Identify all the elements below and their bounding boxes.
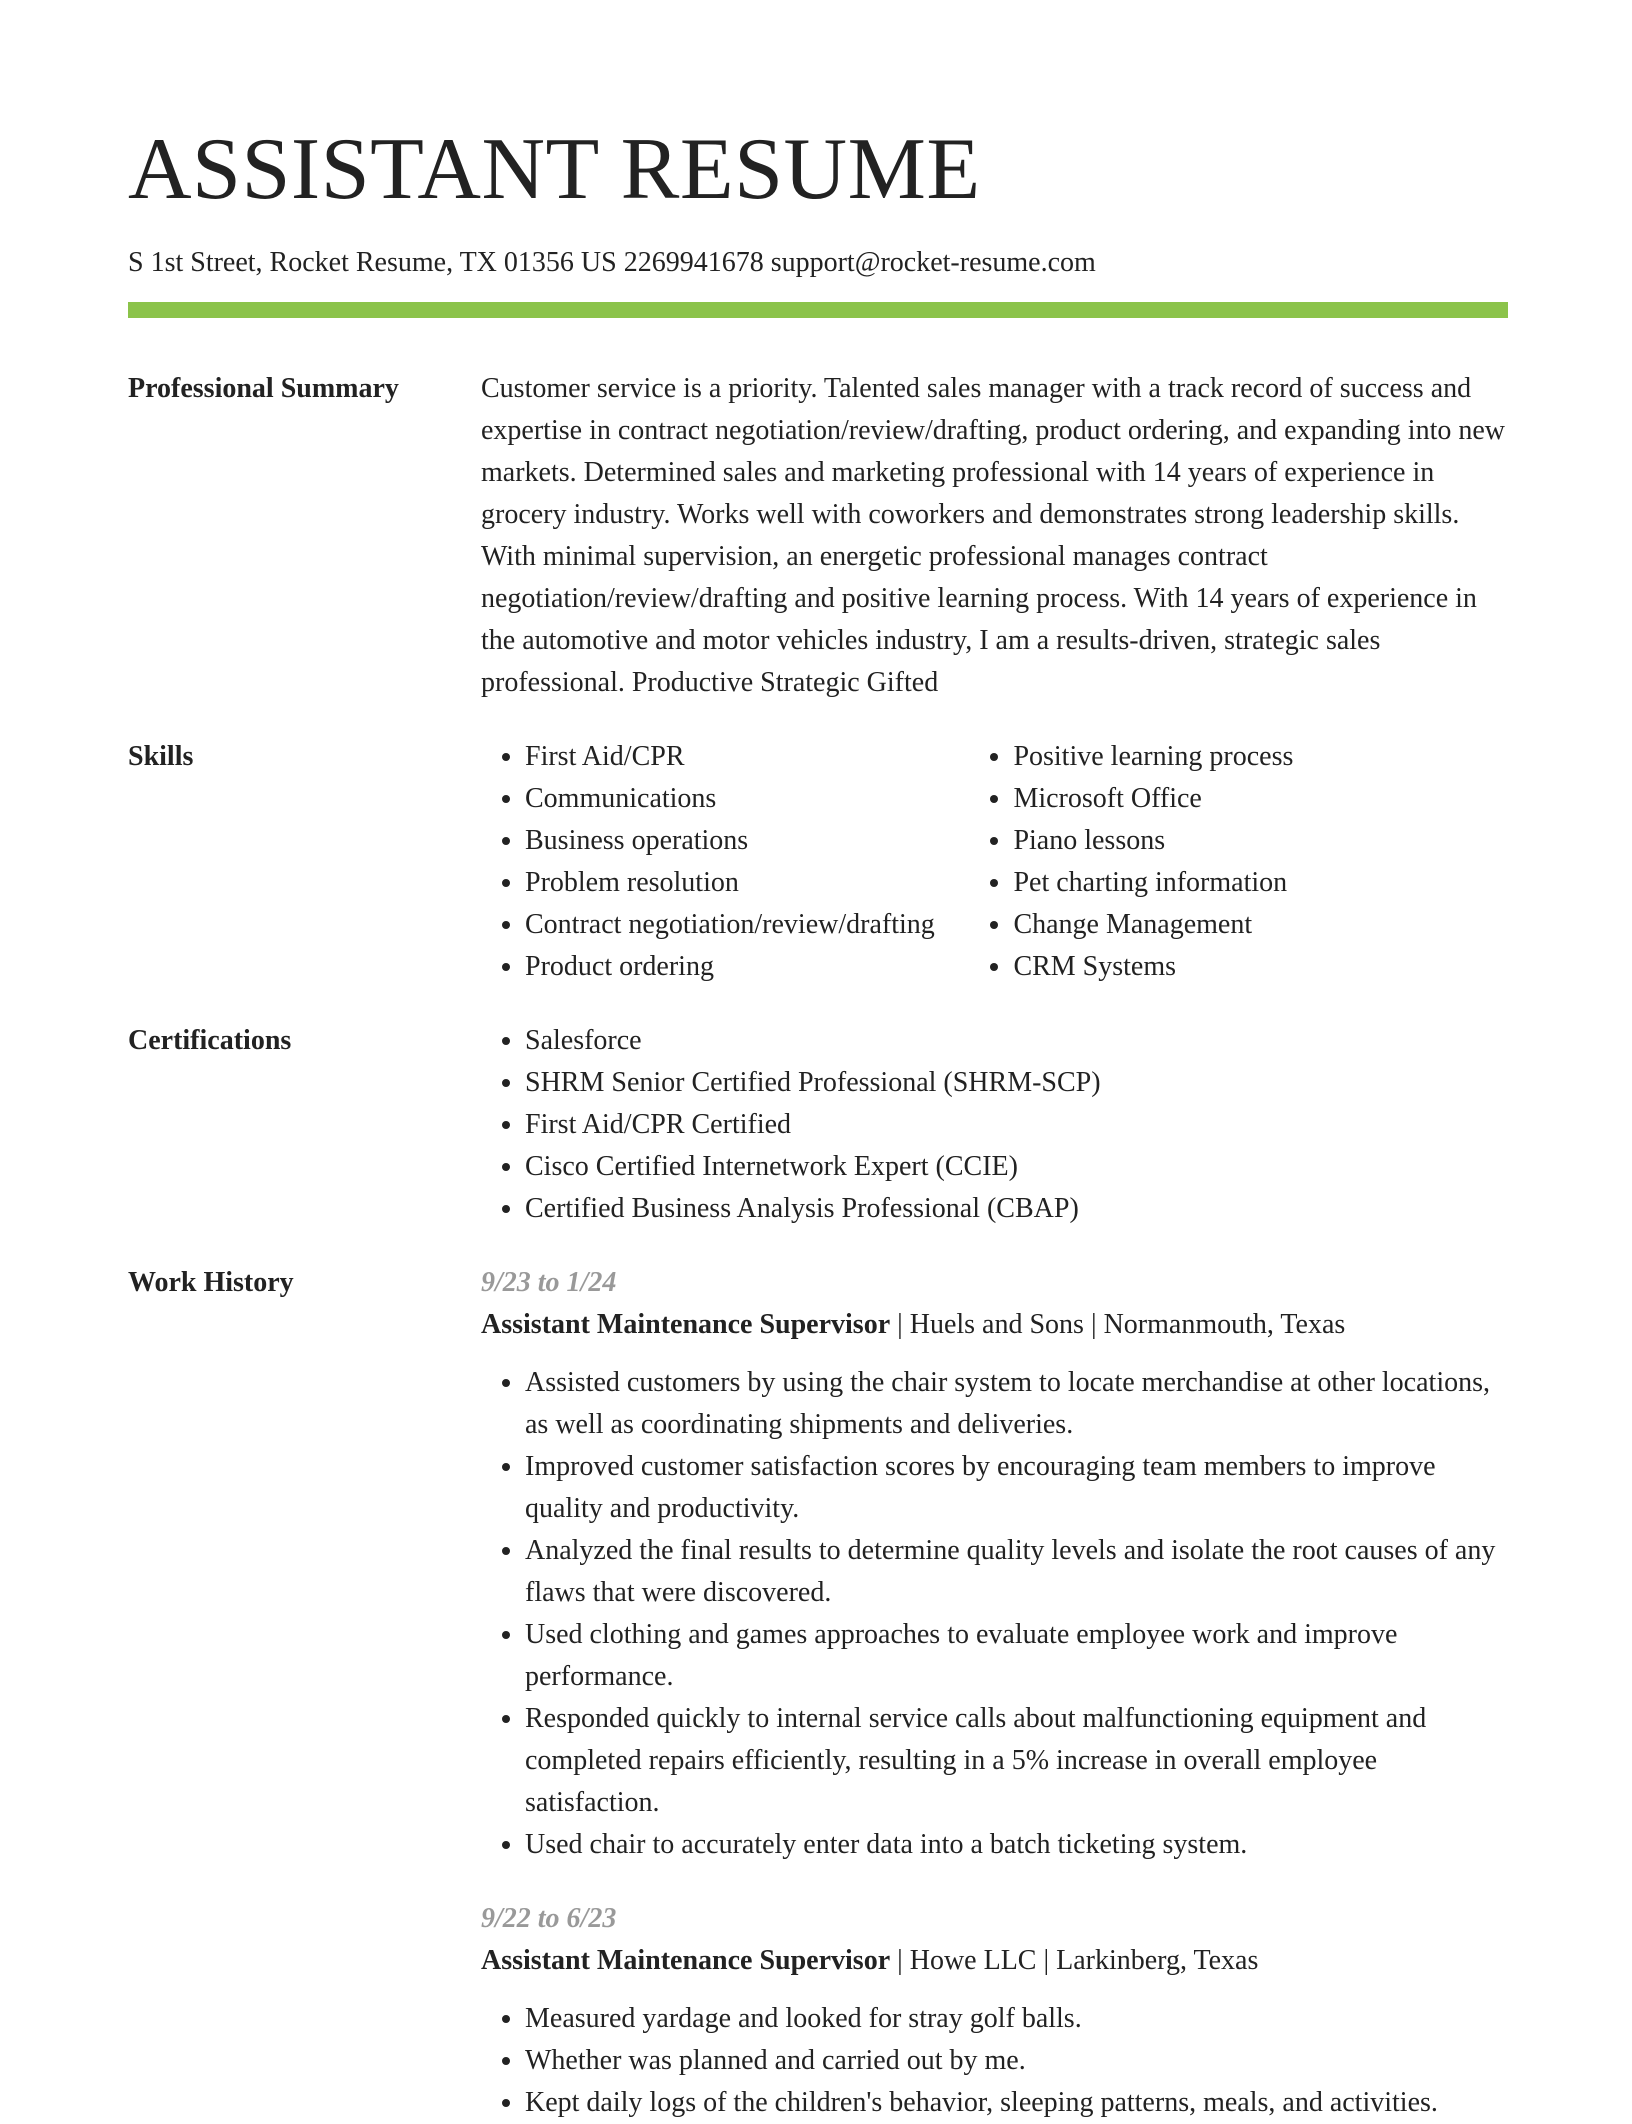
job-separator: | — [897, 1309, 903, 1340]
job-location: Normanmouth, Texas — [1103, 1309, 1346, 1340]
certification-item: • Certified Business Analysis Professional (CBAP) — [525, 1188, 1508, 1230]
job-heading — [481, 1940, 1508, 1982]
job-bullet: • Improved customer satisfaction scores by encouraging team members to improve quality and productivity. — [525, 1446, 1508, 1530]
skill-item: • Problem resolution — [525, 862, 963, 904]
certification-item: • Cisco Certified Internetwork Expert (CCIE) — [525, 1146, 1508, 1188]
resume-title: ASSISTANT RESUME — [128, 121, 981, 218]
skill-item: • First Aid/CPR — [525, 736, 963, 778]
job-dates: 9/23 to 1/24 — [481, 1267, 617, 1298]
skills-heading: Skills — [128, 741, 194, 772]
job-bullets — [481, 1362, 1508, 1866]
job-separator: | — [1090, 1309, 1097, 1340]
skill-item: • Piano lessons — [1013, 820, 1508, 862]
job-bullet: • Analyzed the final results to determine quality levels and isolate the root causes of any flaws that were discovered. — [525, 1530, 1508, 1614]
skill-item: • Microsoft Office — [1013, 778, 1508, 820]
skill-item: • Product ordering — [525, 946, 963, 988]
contact-phone: 2269941678 — [623, 247, 764, 278]
job-location: Larkinberg, Texas — [1056, 1945, 1259, 1976]
contact-email: support@rocket-resume.com — [770, 247, 1096, 278]
work-history-heading: Work History — [128, 1267, 294, 1298]
header-divider — [128, 302, 1508, 318]
work-history-section — [128, 1262, 1508, 2124]
job-bullet: • Used chair to accurately enter data into a batch ticketing system. — [525, 1824, 1508, 1866]
resume-page — [128, 120, 1508, 2124]
skills-column-right — [963, 736, 1508, 988]
job-dates: 9/22 to 6/23 — [481, 1903, 617, 1934]
contact-line — [128, 246, 1508, 280]
job-bullet: • Used clothing and games approaches to evaluate employee work and improve performance. — [525, 1614, 1508, 1698]
certifications-section — [128, 1020, 1508, 1230]
job-separator: | — [1043, 1945, 1050, 1976]
certification-item: • First Aid/CPR Certified — [525, 1104, 1508, 1146]
summary-heading: Professional Summary — [128, 373, 399, 404]
work-history-list — [481, 1262, 1508, 2124]
job-title: Assistant Maintenance Supervisor — [481, 1945, 891, 1976]
summary-text: Customer service is a priority. Talented sales manager with a track record of success and expertise in contract negotiation/review/drafting, product ordering, and expanding into new markets. Determined sales and marketing professional with 14 years of experience in grocery industry. Works well with coworkers and demonstrates strong leadership skills. With minimal supervision, an energetic professional manages contract negotiation/review/drafting and positive learning process. With 14 years of experience in the automotive and motor vehicles industry, I am a results-driven, strategic sales professional. Productive Strategic Gifted — [481, 373, 1506, 698]
job-bullet: • Whether was planned and carried out by me. — [525, 2040, 1508, 2082]
certification-item: • Salesforce — [525, 1020, 1508, 1062]
job-heading — [481, 1304, 1508, 1346]
skills-column-left — [481, 736, 963, 988]
job-separator: | — [897, 1945, 903, 1976]
certification-item: • SHRM Senior Certified Professional (SHRM-SCP) — [525, 1062, 1508, 1104]
skill-item: • Communications — [525, 778, 963, 820]
summary-section — [128, 368, 1508, 704]
job-bullets — [481, 1998, 1508, 2124]
skill-item: • Business operations — [525, 820, 963, 862]
job-entry — [481, 1262, 1508, 1866]
contact-address: S 1st Street, Rocket Resume, TX 01356 US — [128, 247, 617, 278]
job-bullet: • Kept daily logs of the children's behavior, sleeping patterns, meals, and activities. — [525, 2082, 1508, 2124]
job-title: Assistant Maintenance Supervisor — [481, 1309, 891, 1340]
skills-section — [128, 736, 1508, 988]
skill-item: • CRM Systems — [1013, 946, 1508, 988]
certifications-list — [481, 1020, 1508, 1230]
job-company: Howe LLC — [909, 1945, 1037, 1976]
skills-list — [481, 736, 1508, 988]
job-company: Huels and Sons — [909, 1309, 1084, 1340]
job-entry — [481, 1898, 1508, 2124]
certifications-bullets — [481, 1020, 1508, 1230]
skill-item: • Change Management — [1013, 904, 1508, 946]
skill-item: • Contract negotiation/review/drafting — [525, 904, 963, 946]
skill-item: • Pet charting information — [1013, 862, 1508, 904]
job-bullet: • Measured yardage and looked for stray golf balls. — [525, 1998, 1508, 2040]
skill-item: • Positive learning process — [1013, 736, 1508, 778]
certifications-heading: Certifications — [128, 1025, 292, 1056]
job-bullet: • Assisted customers by using the chair system to locate merchandise at other locations, as well as coordinating shipments and deliveries. — [525, 1362, 1508, 1446]
job-bullet: • Responded quickly to internal service calls about malfunctioning equipment and completed repairs efficiently, resulting in a 5% increase in overall employee satisfaction. — [525, 1698, 1508, 1824]
